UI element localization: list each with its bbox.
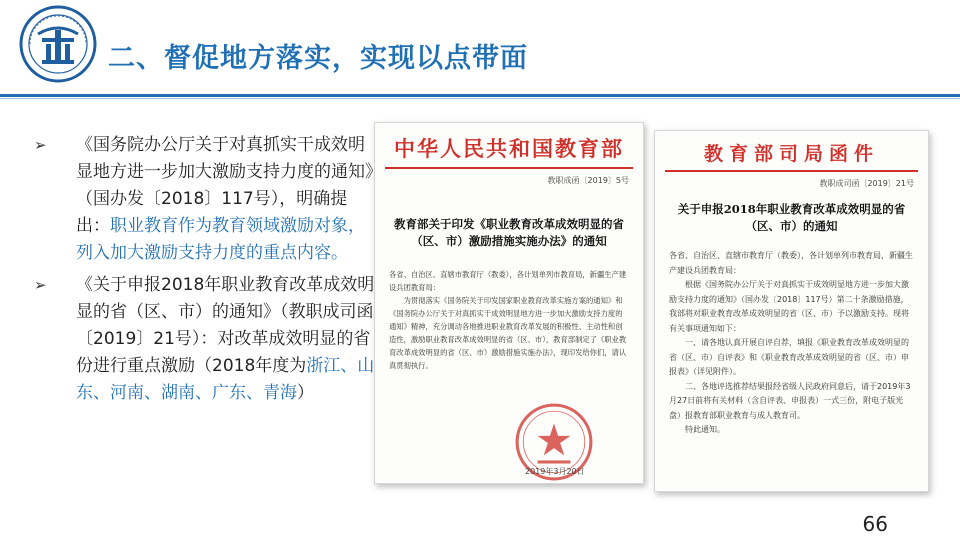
document-paragraph: 二、各地评选推荐结果报经省级人民政府同意后，请于2019年3月27日前将有关材料（含自评表、申报表）一式三份，附电子版光盘）报教育部职业教育与成人教育司。: [669, 381, 911, 420]
document-number: 教职成司函〔2019〕21号: [819, 179, 914, 188]
bullet-item: [30, 272, 375, 407]
document-image-department-letter: [654, 130, 929, 492]
bullet-list: [30, 132, 375, 412]
document-image-ministry-notice: [374, 122, 644, 484]
document-header: 教育部司局函件: [703, 143, 879, 165]
document-number: 教职成函〔2019〕5号: [547, 176, 629, 185]
document-paragraph: 一、请各地认真开展自评自荐，填报《职业教育改革成效明显的省（区、市）自评表》和《职业教育改革成效明显的省（区、市）申报表》（详见附件）。: [669, 338, 909, 376]
document-body: [669, 249, 914, 438]
ministry-of-education-emblem-icon: [18, 4, 98, 84]
document-paragraph: 特此通知。: [685, 425, 725, 434]
document-paragraph: 各省、自治区、直辖市教育厅（教委），各计划单列市教育局，新疆生产建设兵团教育局：: [669, 251, 913, 275]
bullet-arrow-icon: ➢: [34, 276, 47, 294]
page-number: 66: [862, 512, 888, 536]
document-body: [389, 268, 629, 372]
bullet-item: [30, 132, 375, 267]
document-red-rule: [665, 170, 918, 172]
bullet-highlight: 浙江、山东、河南、湖南、广东、青海: [76, 356, 375, 403]
document-red-rule: [385, 167, 633, 169]
bullet-highlight: 职业教育作为教育领域激励对象，列入加大激励支持力度的重点内容。: [76, 216, 365, 263]
bullet-arrow-icon: ➢: [34, 136, 47, 154]
bullet-text: 《国务院办公厅关于对真抓实干成效明显地方进一步加大激励支持力度的通知》（国办发〔2018〕117号），明确提出：: [76, 135, 374, 236]
bullet-tail: ）: [297, 383, 314, 403]
document-header: 中华人民共和国教育部: [394, 136, 624, 161]
bullet-text: 《关于申报2018年职业教育改革成效明显的省（区、市）的通知》（教职成司函〔2019〕21号）：对改革成效明显的省份进行重点激励（2018年度为: [76, 275, 375, 376]
document-paragraph: 为贯彻落实《国务院关于印发国家职业教育改革实施方案的通知》和《国务院办公厅关于对真抓实干成效明显地方进一步加大激励支持力度的通知》精神，充分调动各地推进职业教育改革发展的积极性、主动性和创造性，激励职业教育改革成效明显的省（区、市），教育部制定了《职业教育改革成效明显的省（区、市）激励措施实施办法》，现印发给你们，请认真贯彻执行。: [389, 296, 627, 370]
document-paragraph: 各省、自治区、直辖市教育厅（教委），各计划单列市教育局，新疆生产建设兵团教育局：: [389, 270, 627, 292]
header-divider: [0, 94, 960, 97]
document-title: 关于申报2018年职业教育改革成效明显的省（区、市）的通知: [677, 202, 906, 233]
document-date: 2019年3月20日: [525, 467, 585, 476]
document-title: 教育部关于印发《职业教育改革成效明显的省（区、市）激励措施实施办法》的通知: [394, 217, 624, 248]
header-divider-thin: [0, 98, 960, 99]
page-title: 二、督促地方落实，实现以点带面: [108, 43, 528, 74]
document-paragraph: 根据《国务院办公厅关于对真抓实干成效明显地方进一步加大激励支持力度的通知》（国办发〔2018〕117号）第二十条激励措施，我部将对职业教育改革成效明显的省（区、市）予以激励支持。现将有关事项通知如下：: [669, 280, 909, 333]
